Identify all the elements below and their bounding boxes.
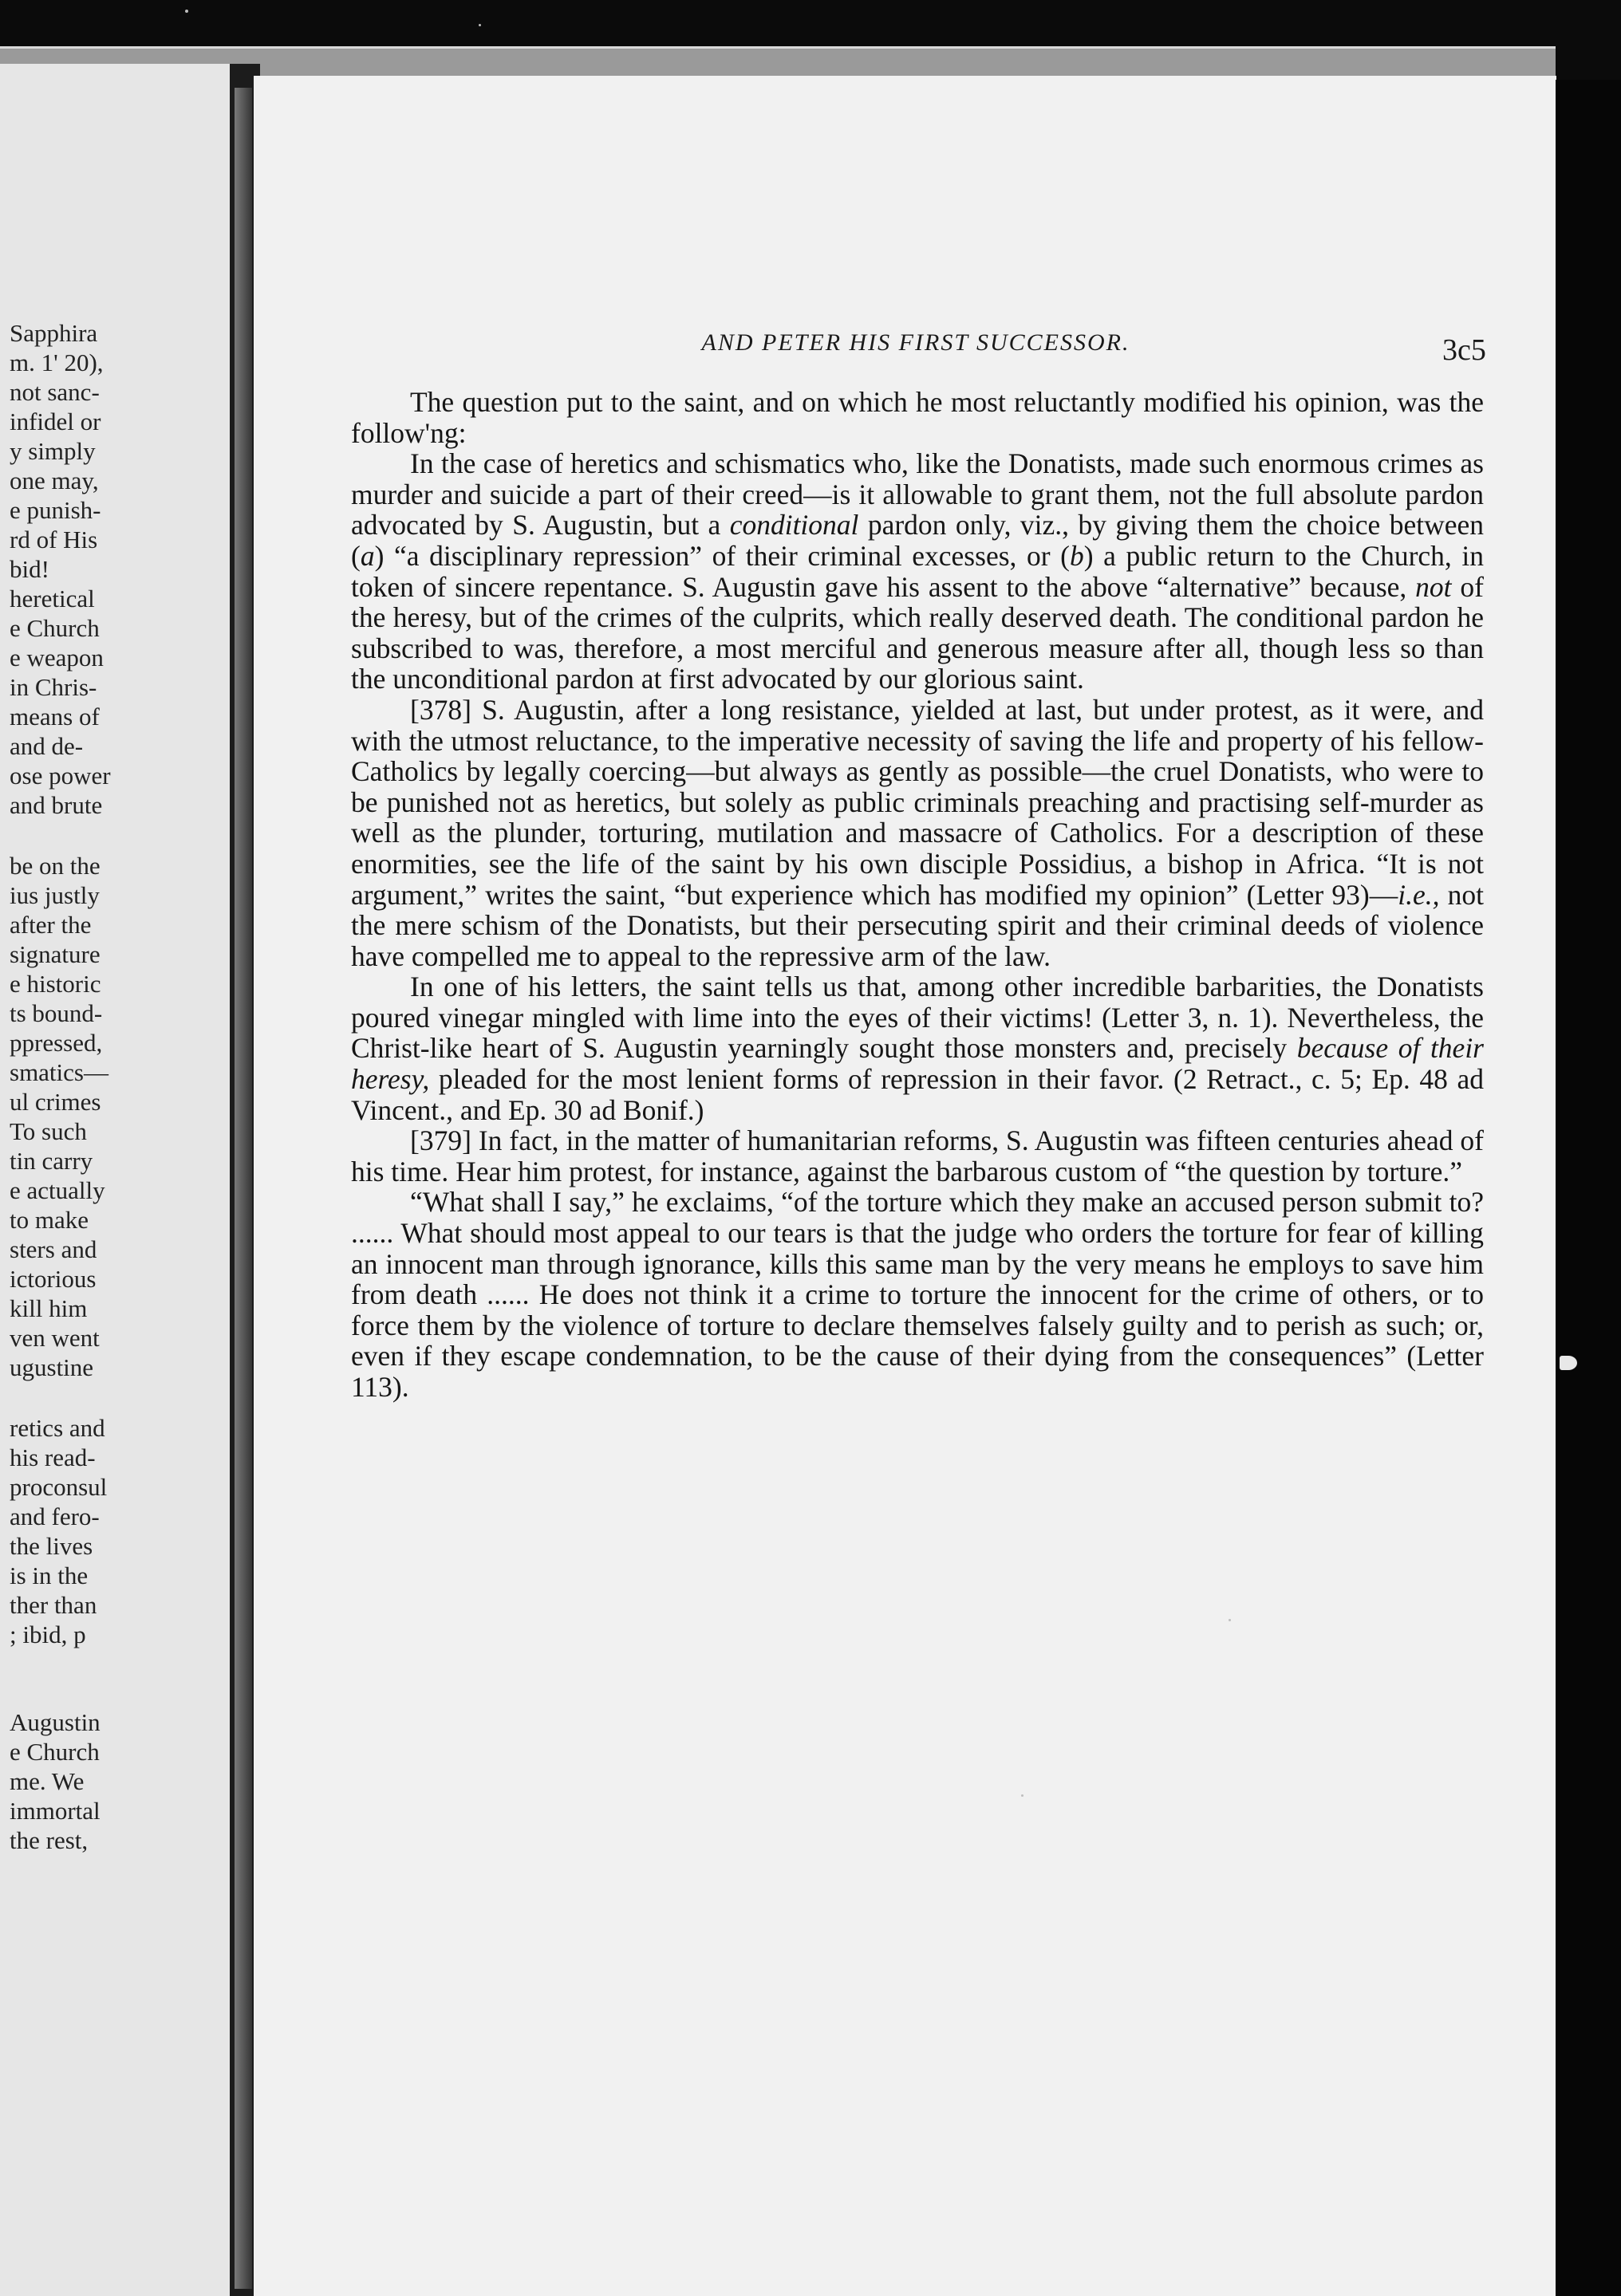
page-number: 3c5 [1442,333,1486,367]
left-page-line: and brute [10,791,103,819]
text-run: pardon only, viz., by giving them the choice between ( [351,509,1484,572]
text-run: In one of his letters, the saint tells us that, among other incredible barbarities, the Donatists poured vinegar mingled with lime into the eyes of their victims! (Letter 3, n. 1). Nevertheless, the Christ-like heart of S. Augustin yearningly sought those monsters and, precisely [351,971,1484,1065]
left-page-line: to make [10,1206,89,1234]
left-page-fragment [0,64,230,2296]
text-run: In the case of heretics and schismatics who, like the Donatists, made such enormous crimes as murder and suicide a part of their creed—is it allowable to grant them, not the full absolute pardon advocated by S. Augustin, but a [351,447,1484,542]
italic-text: i.e., [1398,878,1440,911]
italic-text: conditional [729,509,859,542]
running-head: AND PETER HIS FIRST SUCCESSOR. [701,329,1130,356]
left-page-line: e historic [10,970,101,998]
left-page-line: Augustin [10,1708,101,1736]
left-page-line: means of [10,703,100,731]
left-page-line: smatics— [10,1058,108,1086]
left-page-line: ppressed, [10,1029,103,1057]
left-page-line: tin carry [10,1147,93,1175]
left-page-line: in Chris- [10,673,97,701]
italic-text: not [1415,570,1452,603]
left-page-line: ictorious [10,1265,97,1293]
left-page-line: retics and [10,1414,105,1442]
italic-text: a [360,539,375,572]
left-page-line: ; ibid, p [10,1621,86,1648]
left-page-line: m. 1' 20), [10,349,104,376]
text-run: ) a public return to the Church, in token of sincere repentance. S. Augustin gave his assent to the above “alternative” because, [351,539,1484,603]
paragraph-5 [351,1125,1484,1187]
body-text [351,387,1484,1403]
left-page-line: is in the [10,1562,89,1589]
text-run: not the mere schism of the Donatists, but their persecuting spirit and their criminal deeds of violence have compelled me to appeal to the repressive arm of the law. [351,878,1484,972]
left-page-line: ven went [10,1324,100,1352]
left-page-line: e weapon [10,644,104,671]
text-run: ) “a disciplinary repression” of their criminal excesses, or ( [374,539,1070,572]
left-page-line: y simply [10,437,96,465]
left-page-line: sters and [10,1235,97,1263]
left-page-line: ose power [10,762,111,790]
left-page-line: and fero- [10,1502,100,1530]
left-page-line: rd of His [10,526,98,553]
dust-speck [1021,1794,1023,1797]
left-page-line: To such [10,1117,87,1145]
text-run: “What shall I say,” he exclaims, “of the torture which they make an accused person submit to? ...... What should most appeal to our tears is that the judge who orders the torture for fear of killing an innocent man through ignorance, kills this same man by the very means he employs to save him from death ...... He does not think it a crime to torture the innocent for the crime of others, or to force them by the violence of torture to declare themselves falsely guilty and to perish as such; or, even if they escape condemnation, to be the cause of their dying from the consequences” (Letter 113). [351,1186,1484,1403]
left-page-line: one may, [10,467,99,494]
page-edge-shadow [1556,80,1621,2296]
left-page-line: bid! [10,555,49,583]
left-page-line: ul crimes [10,1088,101,1116]
left-page-line: ther than [10,1591,97,1619]
paragraph-2 [351,448,1484,695]
left-page-line: and de- [10,732,84,760]
left-page-line: the rest, [10,1826,89,1854]
left-page-line: immortal [10,1797,101,1825]
paragraph-6 [351,1187,1484,1402]
text-run: [378] S. Augustin, after a long resistance, yielded at last, but under protest, as it were, and with the utmost reluctance, to the imperative necessity of saving the life and property of his fellow-Catholics by legally coercing—but always as gently as possible—the cruel Donatists, who were to be punished not as heretics, but solely as public criminals preaching and practising self-murder as well as the plunder, torturing, mutilation and massacre of Catholics. For a description of these enormities, see the life of the saint by his own disciple Possidius, a bishop in Africa. “It is not argument,” writes the saint, “but experience which has modified my opinion” (Letter 93)— [351,693,1484,911]
gutter-shadow [235,88,252,2289]
left-page-line: e actually [10,1176,105,1204]
left-page-line: ugustine [10,1353,94,1381]
left-page-line: infidel or [10,408,101,435]
left-page-line: me. We [10,1767,85,1795]
left-page-line: ts bound- [10,999,103,1027]
left-page-line: be on the [10,852,101,880]
left-page-line: kill him [10,1294,88,1322]
text-run: The question put to the saint, and on which he most reluctantly modified his opinion, was the follow'ng: [351,386,1484,449]
left-page-line: after the [10,911,92,939]
dust-speck [479,24,481,26]
left-page-line: the lives [10,1532,93,1560]
left-page-line: proconsul [10,1473,108,1501]
dust-speck [1229,1619,1231,1621]
left-page-line: signature [10,940,101,968]
left-page-line: Sapphira [10,319,98,347]
right-page [254,76,1556,2296]
left-page-line: his read- [10,1443,96,1471]
left-page-line: ius justly [10,881,100,909]
italic-text: because of their heresy, [351,1032,1484,1096]
text-run: of the heresy, but of the crimes of the culprits, which really deserved death. The conditional pardon he subscribed to was, therefore, a most merciful and generous measure after all, though less so than the unconditional pardon at first advocated by our glorious saint. [351,570,1484,695]
left-page-line: e Church [10,1738,100,1766]
paragraph-3 [351,695,1484,971]
paragraph-4 [351,971,1484,1125]
left-page-line: not sanc- [10,378,100,406]
dust-speck [185,10,188,13]
paragraph-1 [351,387,1484,448]
margin-mark [1560,1356,1577,1370]
text-run: [379] In fact, in the matter of humanitarian reforms, S. Augustin was fifteen centuries ahead of his time. Hear him protest, for instance, against the barbarous custom of “the question by torture.” [351,1124,1484,1187]
italic-text: b [1069,539,1084,572]
left-page-line: heretical [10,585,95,612]
left-page-line: e punish- [10,496,101,524]
left-page-line: e Church [10,614,100,642]
text-run: pleaded for the most lenient forms of repression in their favor. (2 Retract., c. 5; Ep. 48 ad Vincent., and Ep. 30 ad Bonif.) [351,1063,1484,1126]
